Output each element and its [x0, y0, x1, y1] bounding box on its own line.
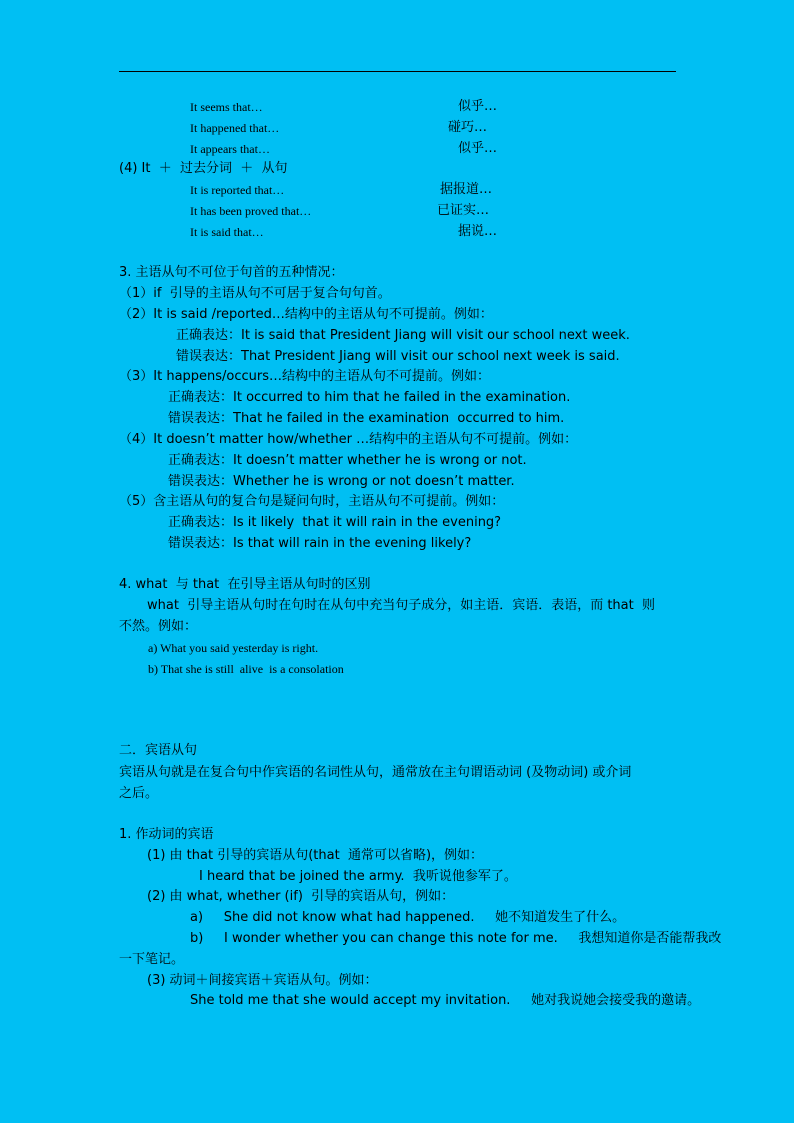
part2-intro: 宾语从句就是在复合句中作宾语的名词性从句，通常放在主句谓语动词 (及物动词) 或介词: [119, 765, 632, 780]
part2-intro-cont: 之后。: [119, 786, 159, 801]
point-2-example-b: b) I wonder whether you can change this note for me. 我想知道你是否能帮我改: [190, 931, 722, 946]
rule-2-wrong: 错误表达：That President Jiang will visit our school next week is said.: [176, 349, 620, 364]
section3-heading: 3. 主语从句不可位于句首的五种情况：: [119, 265, 344, 280]
phrase-en: It appears that…: [190, 142, 270, 156]
phrase-cn: 据说…: [458, 224, 498, 239]
phrase-en: It happened that…: [190, 121, 280, 135]
point-2-example-a: a) She did not know what had happened. 她不知道发生了什么。: [190, 910, 626, 925]
rule-4-wrong: 错误表达：Whether he is wrong or not doesn’t matter.: [168, 474, 515, 489]
example-b: b) That she is still alive is a consolation: [148, 662, 344, 676]
phrase-cn: 似乎…: [458, 99, 498, 114]
rule-3-correct: 正确表达：It occurred to him that he failed in the examination.: [168, 390, 571, 405]
section4-heading: 4. what 与 that 在引导主语从句时的区别: [119, 577, 371, 592]
rule-4-correct: 正确表达：It doesn’t matter whether he is wrong or not.: [168, 453, 527, 468]
rule-5: （5）含主语从句的复合句是疑问句时，主语从句不可提前。例如：: [119, 494, 505, 509]
point-1: (1) 由 that 引导的宾语从句(that 通常可以省略)，例如：: [147, 848, 484, 863]
phrase-en: It is said that…: [190, 225, 264, 239]
rule-5-correct: 正确表达：Is it likely that it will rain in the evening?: [168, 515, 502, 530]
phrase-cn: 碰巧…: [448, 120, 488, 135]
part2-heading: 二．宾语从句: [119, 743, 198, 758]
point-3: (3) 动词＋间接宾语＋宾语从句。例如：: [147, 973, 378, 988]
phrase-en: It seems that…: [190, 100, 263, 114]
rule-2: （2）It is said /reported…结构中的主语从句不可提前。例如：: [119, 307, 493, 322]
phrase-cn: 似乎…: [458, 141, 498, 156]
phrase-cn: 已证实…: [437, 203, 490, 218]
phrase-cn: 据报道…: [440, 182, 493, 197]
section4-paragraph-cont: 不然。例如：: [119, 619, 198, 634]
rule-2-correct: 正确表达：It is said that President Jiang will visit our school next week.: [176, 328, 630, 343]
example-a: a) What you said yesterday is right.: [148, 641, 319, 655]
point-2-example-b-cont: 一下笔记。: [119, 952, 185, 967]
point-1-example: I heard that be joined the army. 我听说他参军了。: [199, 869, 517, 884]
rule-3: （3）It happens/occurs…结构中的主语从句不可提前。例如：: [119, 369, 491, 384]
point-3-example: She told me that she would accept my invitation. 她对我说她会接受我的邀请。: [190, 993, 701, 1008]
phrase-en: It has been proved that…: [190, 204, 312, 218]
section4-paragraph: what 引导主语从句时在句时在从句中充当句子成分，如主语．宾语．表语，而 that 则: [147, 598, 655, 613]
point-2: (2) 由 what, whether (if) 引导的宾语从句，例如：: [147, 889, 455, 904]
phrase-en: It is reported that…: [190, 183, 285, 197]
header-rule: [119, 71, 676, 72]
rule-3-wrong: 错误表达：That he failed in the examination occurred to him.: [168, 411, 565, 426]
rule-5-wrong: 错误表达：Is that will rain in the evening likely?: [168, 536, 472, 551]
sub1-heading: 1. 作动词的宾语: [119, 827, 214, 842]
rule-1: （1）if 引导的主语从句不可居于复合句句首。: [119, 286, 391, 301]
item4-heading: (4) It ＋ 过去分词 ＋ 从句: [119, 161, 288, 176]
rule-4: （4）It doesn’t matter how/whether …结构中的主语从句不可提前。例如：: [119, 432, 578, 447]
